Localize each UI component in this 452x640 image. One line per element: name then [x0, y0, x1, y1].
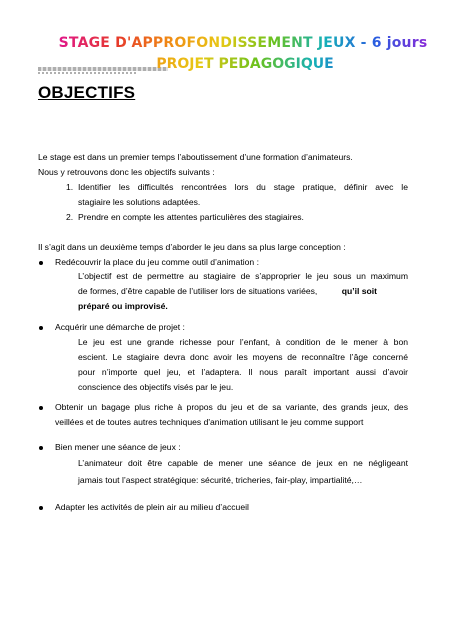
bullet-1-title: Redécouvrir la place du jeu comme outil d’animation :: [55, 257, 259, 267]
list-number-1: 1.: [66, 182, 74, 192]
banner-title: STAGE D'APPROFONDISSEMENT JEUX - 6 jours: [58, 35, 428, 51]
bullet-4-line-2: jamais tout l’aspect stratégique: sécurité, tricheries, fair-play, impartialité,…: [78, 475, 363, 485]
section-heading: OBJECTIFS: [38, 83, 136, 102]
bullet-2-title: Acquérir une démarche de projet :: [55, 322, 185, 332]
bullet-1-bold-tail: qu’il soit: [341, 286, 378, 296]
list-item-1-line-1: Identifier les difficultés rencontrées lors du stage pratique, définir avec le: [78, 182, 408, 192]
bullet-4-line-1: L’animateur doit être capable de mener une séance de jeux en ne négligeant: [78, 458, 408, 468]
list-item-2-line-1: Prendre en compte les attentes particulières des stagiaires.: [78, 212, 304, 222]
list-number-2: 2.: [66, 212, 74, 222]
bullet-2-dot: [39, 326, 43, 330]
bullet-3-line-1: veillées et de toutes autres techniques d'animation utilisant le jeu comme support: [55, 417, 364, 427]
bullet-5-title: Adapter les activités de plein air au milieu d’accueil: [55, 502, 249, 512]
bullet-3-title: Obtenir un bagage plus riche à propos du jeu et de sa variante, des grands jeux, des: [55, 402, 408, 412]
bullet-1-dot: [39, 261, 43, 265]
bullet-4-title: Bien mener une séance de jeux :: [55, 442, 181, 452]
banner-subtitle: PROJET PEDAGOGIQUE: [130, 56, 360, 72]
bullet-2-line-1: Le jeu est une grande richesse pour l’enfant, à condition de le mener à bon: [78, 337, 408, 347]
bullet-1-line-2: de formes, d’être capable de l’utiliser lors de situations variées,: [78, 286, 318, 296]
bullet-1-line-3: préparé ou improvisé.: [78, 301, 168, 311]
bullet-3-dot: [39, 406, 43, 410]
bullet-2-line-2: escient. Le stagiaire devra donc avoir les moyens de reconnaître l’âge concerné: [78, 352, 408, 362]
second-intro: Il s’agit dans un deuxième temps d’aborder le jeu dans sa plus large conception :: [38, 242, 346, 252]
intro-line-1: Le stage est dans un premier temps l’aboutissement d’une formation d’animateurs.: [38, 152, 353, 162]
bullet-1-line-2-wrap: [78, 284, 377, 299]
decorative-rule-secondary: [38, 72, 138, 74]
bullet-4-dot: [39, 446, 43, 450]
list-item-1-line-2: stagiaire les solutions adaptées.: [78, 197, 201, 207]
bullet-2-line-3: pour n’importe quel jeu, et l’adaptera. Il nous paraît important aussi d’avoir: [78, 367, 408, 377]
intro-line-2: Nous y retrouvons donc les objectifs suivants :: [38, 167, 215, 177]
bullet-2-line-4: conscience des objectifs visés par le jeu.: [78, 382, 234, 392]
bullet-5-dot: [39, 506, 43, 510]
bullet-1-line-1: L’objectif est de permettre au stagiaire de s’approprier le jeu sous un maximum: [78, 271, 408, 281]
